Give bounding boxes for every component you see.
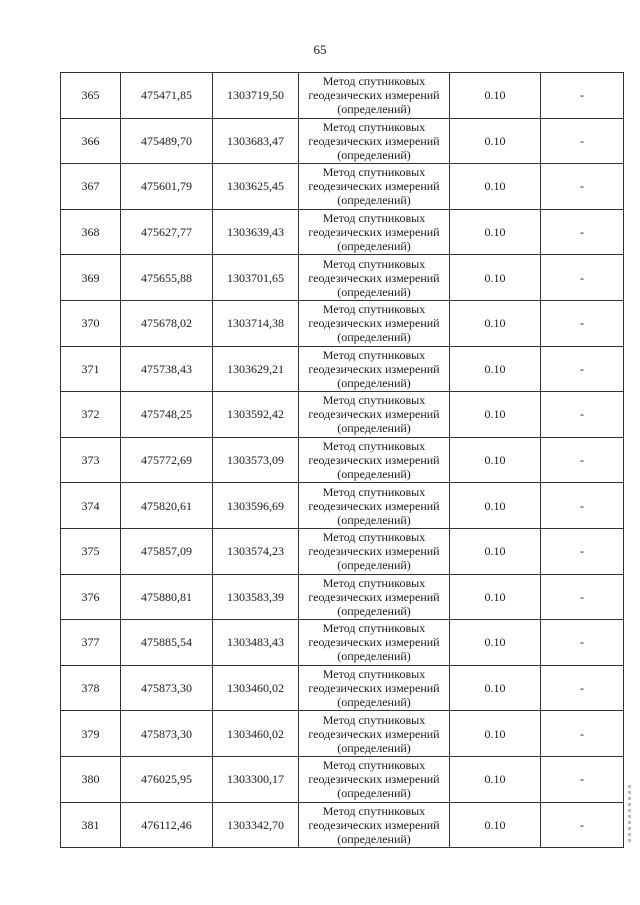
note-cell: - — [541, 209, 624, 255]
y-coordinate-cell: 1303342,70 — [213, 802, 299, 848]
y-coordinate-cell: 1303629,21 — [213, 346, 299, 392]
x-coordinate-cell: 475601,79 — [121, 164, 213, 210]
accuracy-cell: 0.10 — [450, 756, 541, 802]
y-coordinate-cell: 1303574,23 — [213, 528, 299, 574]
accuracy-cell: 0.10 — [450, 255, 541, 301]
page-number: 65 — [313, 42, 327, 57]
point-number-cell: 375 — [61, 528, 121, 574]
x-coordinate-cell: 475880,81 — [121, 574, 213, 620]
accuracy-cell: 0.10 — [450, 118, 541, 164]
x-coordinate-cell: 475678,02 — [121, 300, 213, 346]
accuracy-cell: 0.10 — [450, 574, 541, 620]
method-cell: Метод спутниковых геодезических измерений (определений) — [299, 711, 450, 757]
point-number-cell: 381 — [61, 802, 121, 848]
method-cell: Метод спутниковых геодезических измерений (определений) — [299, 73, 450, 119]
accuracy-cell: 0.10 — [450, 73, 541, 119]
y-coordinate-cell: 1303460,02 — [213, 711, 299, 757]
method-cell: Метод спутниковых геодезических измерений (определений) — [299, 300, 450, 346]
note-cell: - — [541, 164, 624, 210]
method-cell: Метод спутниковых геодезических измерений (определений) — [299, 437, 450, 483]
method-cell: Метод спутниковых геодезических измерений (определений) — [299, 802, 450, 848]
table-row — [61, 711, 624, 757]
method-cell: Метод спутниковых геодезических измерений (определений) — [299, 756, 450, 802]
note-cell: - — [541, 528, 624, 574]
margin-scan-mark — [628, 785, 631, 845]
x-coordinate-cell: 475655,88 — [121, 255, 213, 301]
accuracy-cell: 0.10 — [450, 164, 541, 210]
table-row — [61, 483, 624, 529]
note-cell: - — [541, 483, 624, 529]
y-coordinate-cell: 1303483,43 — [213, 620, 299, 666]
method-cell: Метод спутниковых геодезических измерений (определений) — [299, 528, 450, 574]
x-coordinate-cell: 475772,69 — [121, 437, 213, 483]
y-coordinate-cell: 1303719,50 — [213, 73, 299, 119]
x-coordinate-cell: 475885,54 — [121, 620, 213, 666]
accuracy-cell: 0.10 — [450, 528, 541, 574]
point-number-cell: 370 — [61, 300, 121, 346]
table-row — [61, 665, 624, 711]
table-row — [61, 346, 624, 392]
point-number-cell: 374 — [61, 483, 121, 529]
x-coordinate-cell: 475748,25 — [121, 392, 213, 438]
note-cell: - — [541, 392, 624, 438]
x-coordinate-cell: 476112,46 — [121, 802, 213, 848]
coordinates-table — [60, 72, 624, 848]
point-number-cell: 377 — [61, 620, 121, 666]
table-row — [61, 255, 624, 301]
table-row — [61, 528, 624, 574]
method-cell: Метод спутниковых геодезических измерений (определений) — [299, 665, 450, 711]
note-cell: - — [541, 574, 624, 620]
table-row — [61, 574, 624, 620]
coordinates-table-body — [61, 73, 624, 848]
table-row — [61, 392, 624, 438]
note-cell: - — [541, 300, 624, 346]
point-number-cell: 365 — [61, 73, 121, 119]
x-coordinate-cell: 475489,70 — [121, 118, 213, 164]
method-cell: Метод спутниковых геодезических измерений (определений) — [299, 118, 450, 164]
accuracy-cell: 0.10 — [450, 209, 541, 255]
table-row — [61, 209, 624, 255]
y-coordinate-cell: 1303625,45 — [213, 164, 299, 210]
note-cell: - — [541, 802, 624, 848]
point-number-cell: 379 — [61, 711, 121, 757]
x-coordinate-cell: 475820,61 — [121, 483, 213, 529]
point-number-cell: 373 — [61, 437, 121, 483]
y-coordinate-cell: 1303714,38 — [213, 300, 299, 346]
x-coordinate-cell: 475627,77 — [121, 209, 213, 255]
x-coordinate-cell: 475471,85 — [121, 73, 213, 119]
point-number-cell: 368 — [61, 209, 121, 255]
table-row — [61, 802, 624, 848]
method-cell: Метод спутниковых геодезических измерений (определений) — [299, 209, 450, 255]
y-coordinate-cell: 1303683,47 — [213, 118, 299, 164]
table-row — [61, 620, 624, 666]
method-cell: Метод спутниковых геодезических измерений (определений) — [299, 164, 450, 210]
y-coordinate-cell: 1303639,43 — [213, 209, 299, 255]
note-cell: - — [541, 346, 624, 392]
point-number-cell: 367 — [61, 164, 121, 210]
accuracy-cell: 0.10 — [450, 300, 541, 346]
point-number-cell: 378 — [61, 665, 121, 711]
point-number-cell: 380 — [61, 756, 121, 802]
y-coordinate-cell: 1303300,17 — [213, 756, 299, 802]
point-number-cell: 371 — [61, 346, 121, 392]
note-cell: - — [541, 711, 624, 757]
table-row — [61, 300, 624, 346]
method-cell: Метод спутниковых геодезических измерений (определений) — [299, 346, 450, 392]
table-row — [61, 437, 624, 483]
accuracy-cell: 0.10 — [450, 437, 541, 483]
method-cell: Метод спутниковых геодезических измерений (определений) — [299, 392, 450, 438]
accuracy-cell: 0.10 — [450, 392, 541, 438]
method-cell: Метод спутниковых геодезических измерений (определений) — [299, 620, 450, 666]
point-number-cell: 369 — [61, 255, 121, 301]
accuracy-cell: 0.10 — [450, 483, 541, 529]
accuracy-cell: 0.10 — [450, 665, 541, 711]
table-row — [61, 73, 624, 119]
y-coordinate-cell: 1303592,42 — [213, 392, 299, 438]
method-cell: Метод спутниковых геодезических измерений (определений) — [299, 574, 450, 620]
accuracy-cell: 0.10 — [450, 346, 541, 392]
method-cell: Метод спутниковых геодезических измерений (определений) — [299, 483, 450, 529]
accuracy-cell: 0.10 — [450, 711, 541, 757]
note-cell: - — [541, 665, 624, 711]
accuracy-cell: 0.10 — [450, 620, 541, 666]
y-coordinate-cell: 1303460,02 — [213, 665, 299, 711]
table-row — [61, 756, 624, 802]
x-coordinate-cell: 475873,30 — [121, 665, 213, 711]
note-cell: - — [541, 756, 624, 802]
y-coordinate-cell: 1303583,39 — [213, 574, 299, 620]
x-coordinate-cell: 475873,30 — [121, 711, 213, 757]
point-number-cell: 376 — [61, 574, 121, 620]
x-coordinate-cell: 475738,43 — [121, 346, 213, 392]
note-cell: - — [541, 620, 624, 666]
y-coordinate-cell: 1303701,65 — [213, 255, 299, 301]
x-coordinate-cell: 475857,09 — [121, 528, 213, 574]
point-number-cell: 372 — [61, 392, 121, 438]
note-cell: - — [541, 118, 624, 164]
y-coordinate-cell: 1303573,09 — [213, 437, 299, 483]
method-cell: Метод спутниковых геодезических измерений (определений) — [299, 255, 450, 301]
note-cell: - — [541, 73, 624, 119]
point-number-cell: 366 — [61, 118, 121, 164]
accuracy-cell: 0.10 — [450, 802, 541, 848]
note-cell: - — [541, 437, 624, 483]
y-coordinate-cell: 1303596,69 — [213, 483, 299, 529]
table-row — [61, 164, 624, 210]
note-cell: - — [541, 255, 624, 301]
table-row — [61, 118, 624, 164]
x-coordinate-cell: 476025,95 — [121, 756, 213, 802]
